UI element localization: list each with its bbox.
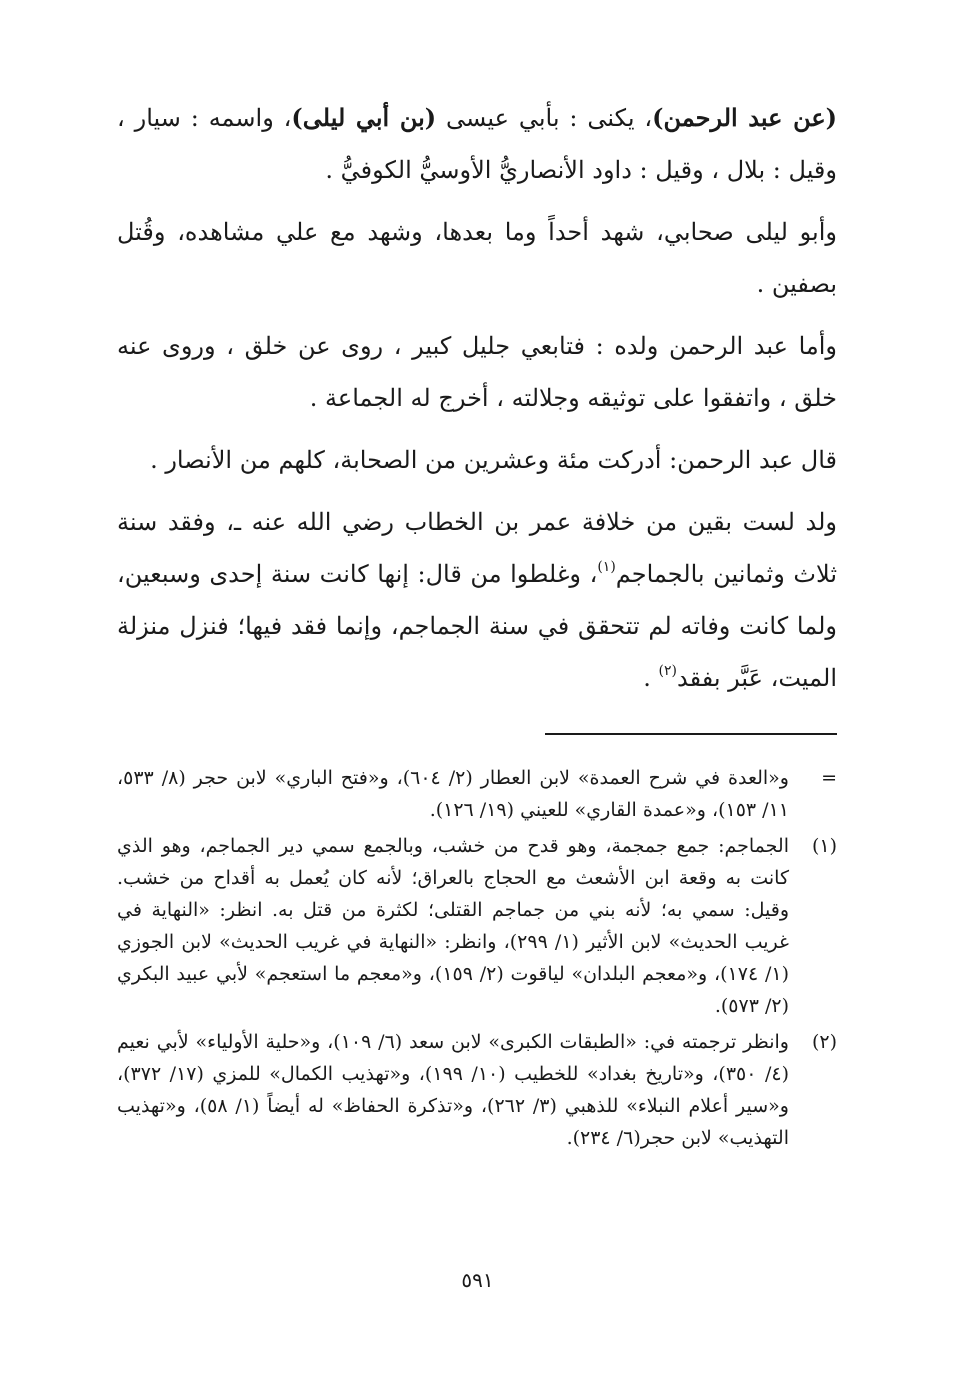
paragraph-1-text-2: ، واسمه : سيار ، وقيل : بلال ، وقيل : داود الأنصاريُّ الأوسيُّ الكوفيُّ . [117,104,837,184]
footnote-marker: (٢) [811,1031,837,1053]
paragraph-4: قال عبد الرحمن: أدركت مئة وعشرين من الصحابة، كلهم من الأنصار . [150,446,837,474]
footnote-marker: (١) [811,835,837,857]
footnote-separator [545,733,837,735]
footnote-text: و«العدة في شرح العمدة» لابن العطار (٢/ ٦٠٤)، و«فتح الباري» لابن حجر (٨/ ٥٣٣، ١١/ ١٥٣)، و«عمدة القاري» للعيني (١٩/ ١٢٦). [117,767,789,821]
footnote-marker: = [821,767,837,789]
footnote-2 [117,1026,837,1154]
footnote-text: وانظر ترجمته في: «الطبقات الكبرى» لابن سعد (٦/ ١٠٩)، و«حلية الأولياء» لأبي نعيم (٤/ ٣٥٠)، و«تاريخ بغداد» للخطيب (١٠/ ١٩٩)، و«تهذيب الكمال» للمزي (١٧/ ٣٧٢)، و«سير أعلام النبلاء» للذهبي (٣/ ٢٦٢)، و«تذكرة الحفاظ» له أيضاً (١/ ٥٨)، و«تهذيب التهذيب» لابن حجر(٦/ ٢٣٤). [117,1031,789,1149]
footnote-1 [117,830,837,1022]
paragraph-5 [117,496,837,704]
footnote-continued [117,762,837,826]
paragraph-3: وأما عبد الرحمن ولده : فتابعي جليل كبير ، روى عن خلق ، وروى عنه خلق ، واتفقوا على توثيقه وجلالته ، أخرج له الجماعة . [117,332,837,412]
page-number: ٥٩١ [461,1268,494,1292]
paragraph-2: وأبو ليلى صحابي، شهد أحداً وما بعدها، وشهد مع علي مشاهده، وقُتل بصفين . [117,218,837,298]
bold-name-2: (بن أبي ليلى) [291,103,437,132]
footnote-ref-2: (٢) [658,663,677,679]
paragraph-5-text-3: . [643,664,659,692]
paragraph-5-text-1: ولد لست بقين من خلافة عمر بن الخطاب رضي الله عنه ـ، وفقد سنة ثلاث وثمانين بالجماجم [117,508,838,588]
paragraph-1-text-1: ، يكنى : بأبي عيسى [436,104,653,132]
paragraph-5-text-2: ، وغلطوا من قال: إنها كانت سنة إحدى وسبعين، ولما كانت وفاته لم تتحقق في سنة الجماجم، وإنما فقد فيها؛ فنزل منزلة الميت، عَبَّر بفقد [117,560,837,692]
footnote-text: الجماجم: جمع جمجمة، وهو قدح من خشب، وبالجمع سمي دير الجماجم، وهو الذي كانت به وقعة ابن الأشعث مع الحجاج بالعراق؛ لأنه كان يُعمل به أقداح من خشب. وقيل: سمي به؛ لأنه بني من جماجم القتلى؛ لكثرة من قتل به. انظر: «النهاية في غريب الحديث» لابن الأثير (١/ ٢٩٩)، وانظر: «النهاية في غريب الحديث» لابن الجوزي (١/ ١٧٤)، و«معجم البلدان» لياقوت (٢/ ١٥٩)، و«معجم ما استعجم» لأبي عبيد البكري (٢/ ٥٧٣). [117,835,790,1017]
footnotes [117,762,837,1158]
bold-name-1: (عن عبد الرحمن) [652,103,838,132]
main-text [117,92,837,714]
footnote-ref-1: (١) [597,559,616,575]
paragraph-1 [117,92,837,196]
